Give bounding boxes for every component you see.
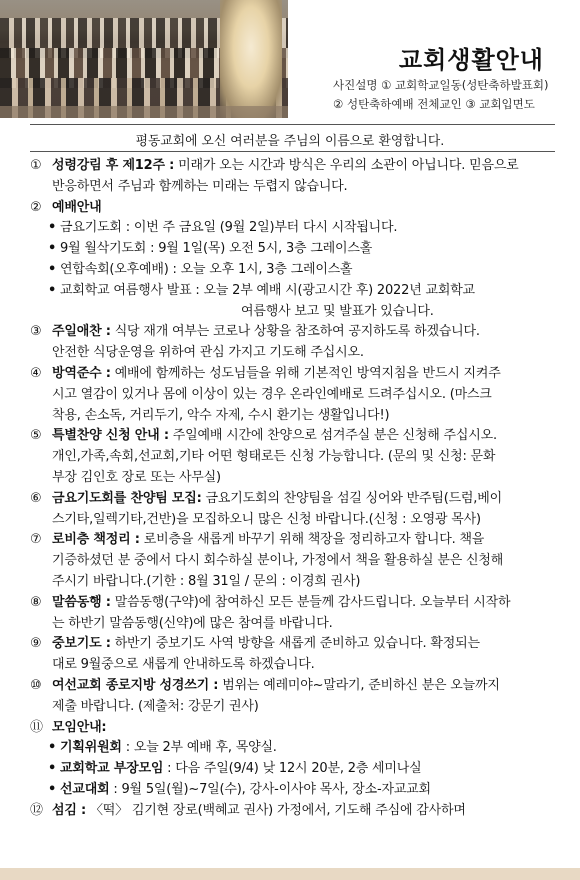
divider-top: [30, 124, 555, 125]
notice-text: 〈떡〉 김기현 장로(백혜교 권사) 가정에서, 기도해 주심에 감사하며: [86, 802, 466, 818]
bullet-icon: •: [48, 781, 57, 797]
notice-number: ⑤: [30, 428, 42, 444]
notice-item: [30, 364, 560, 426]
notice-text: 개인,가족,속회,선교회,기타 어떤 형태로든 신청 가능합니다. (문의 및 신청: 문화: [52, 449, 496, 465]
notice-subitem: [30, 759, 560, 780]
photo-floor: [0, 106, 288, 118]
notice-subitem-text: : 오늘 2부 예배 후, 목양실.: [121, 740, 277, 756]
notice-heading: 주일애찬 :: [52, 324, 111, 340]
notice-number: ⑧: [30, 594, 42, 610]
bullet-icon: •: [48, 740, 57, 756]
notice-subitem-text: : 다음 주일(9/4) 낮 12시 20분, 2층 세미나실: [163, 761, 422, 777]
notice-text: 식당 재개 여부는 코로나 상황을 참조하여 공지하도록 하겠습니다.: [110, 324, 480, 340]
notice-text: 안전한 식당운영을 위하여 관심 가지고 기도해 주십시오.: [52, 345, 364, 361]
notice-subitem-label: 기획위원회: [60, 740, 122, 756]
bottom-bar: [0, 868, 580, 880]
notice-number: ①: [30, 158, 42, 173]
divider-under-welcome: [30, 151, 555, 152]
bullet-icon: •: [48, 220, 57, 236]
notice-number: ②: [30, 199, 42, 215]
notice-text: 대로 9월중으로 새롭게 안내하도록 하겠습니다.: [52, 657, 315, 673]
church-photo: [0, 0, 288, 118]
notice-heading: 예배안내: [52, 199, 102, 215]
notice-heading: 특별찬양 신청 안내 :: [52, 428, 169, 444]
notice-text: 미래가 오는 시간과 방식은 우리의 소관이 아닙니다. 믿음으로: [174, 158, 519, 173]
notice-item: [30, 676, 560, 718]
notice-heading: 성령강림 후 제12주 :: [52, 158, 175, 173]
caption-line-1: 사진설명 ① 교회학교일동(성탄축하발표회): [333, 78, 549, 92]
bullet-icon: •: [48, 261, 57, 277]
notice-item: [30, 322, 560, 364]
notice-item: [30, 530, 560, 592]
notice-number: ⑪: [30, 719, 43, 735]
bullet-icon: •: [48, 241, 57, 257]
notice-text: 는 하반기 말씀동행(신약)에 많은 참여를 바랍니다.: [52, 615, 333, 631]
notice-subitem-text: 금요기도회 : 이번 주 금요일 (9월 2일)부터 다시 시작됩니다.: [60, 220, 398, 236]
notice-heading: 모임안내:: [52, 719, 107, 735]
notice-text: 범위는 예레미야~말라기, 준비하신 분은 오늘까지: [218, 677, 500, 693]
notice-item: [30, 426, 560, 488]
notice-subitem: [30, 780, 560, 801]
notice-text: 제출 바랍니다. (제출처: 강문기 권사): [52, 698, 259, 714]
notice-subitem: [30, 260, 560, 281]
notice-item: [30, 156, 560, 198]
notice-heading: 로비층 책정리 :: [52, 532, 140, 548]
notice-text: 로비층을 새롭게 바꾸기 위해 책장을 정리하고자 합니다. 책을: [139, 532, 485, 548]
notice-number: ⑫: [30, 802, 43, 818]
notice-number: ④: [30, 365, 42, 381]
notice-subitem: [30, 281, 560, 302]
notice-heading: 금요기도회를 찬양팀 모집:: [52, 490, 202, 506]
notice-item: [30, 593, 560, 635]
notice-item: [30, 634, 560, 676]
notice-subitem-continuation: 여름행사 보고 및 발표가 있습니다.: [241, 303, 434, 319]
welcome-message: 평동교회에 오신 여러분을 주님의 이름으로 환영합니다.: [135, 134, 445, 149]
notice-text: 말씀동행(구약)에 참여하신 모든 분들께 감사드립니다. 오늘부터 시작하: [110, 594, 511, 610]
bullet-icon: •: [48, 761, 57, 777]
notice-text: 주시기 바랍니다.(기한 : 8월 31일 / 문의 : 이경희 권사): [52, 573, 361, 589]
notice-heading: 섬김 :: [52, 802, 87, 818]
notice-subitem-label: 교회학교 부장모임: [60, 761, 164, 777]
notice-number: ⑩: [30, 677, 42, 693]
photo-caption: [333, 76, 573, 114]
notice-text: 금요기도회의 찬양팀을 섬길 싱어와 반주팀(드럼,베이: [201, 490, 502, 506]
bullet-icon: •: [48, 282, 57, 298]
notice-subitem: [30, 239, 560, 260]
notice-item: [30, 801, 560, 822]
notice-subitem-label: 선교대회: [60, 781, 110, 797]
notice-number: ⑨: [30, 636, 42, 652]
notice-subitem-text: 연합속회(오후예배) : 오늘 오후 1시, 3층 그레이스홀: [60, 261, 353, 277]
notice-number: ⑦: [30, 532, 42, 548]
notice-text: 기증하셨던 분 중에서 다시 회수하실 분이나, 가정에서 책을 활용하실 분은 신청해: [52, 553, 504, 569]
notice-text: 반응하면서 주님과 함께하는 미래는 두렵지 않습니다.: [52, 178, 348, 194]
page-title: 교회생활안내: [398, 46, 544, 74]
notice-item: [30, 198, 560, 219]
notice-text: 부장 김인호 장로 또는 사무실): [52, 469, 221, 485]
notice-text: 착용, 손소독, 거리두기, 악수 자제, 수시 환기는 생활입니다!): [52, 407, 390, 423]
notice-number: ③: [30, 324, 42, 340]
notice-text: 스기타,일렉기타,건반)을 모집하오니 많은 신청 바랍니다.(신청 : 오영광 목사): [52, 511, 481, 527]
notice-number: ⑥: [30, 490, 42, 506]
notice-subitem-text: 교회학교 여름행사 발표 : 오늘 2부 예배 시(광고시간 후) 2022년 교회학교: [60, 282, 475, 298]
notice-text: 하반기 중보기도 사역 방향을 새롭게 준비하고 있습니다. 확정되는: [110, 636, 480, 652]
notice-item: [30, 489, 560, 531]
notice-text: 시고 열감이 있거나 몸에 이상이 있는 경우 온라인예배로 드려주십시오. (마스크: [52, 386, 492, 402]
photo-christmas-tree: [220, 0, 282, 118]
notice-heading: 방역준수 :: [52, 365, 111, 381]
notice-subitem: [30, 738, 560, 759]
notice-heading: 말씀동행 :: [52, 594, 111, 610]
notice-subitem-text: : 9월 5일(월)~7일(수), 강사-이사야 목사, 장소-자교교회: [109, 781, 431, 797]
notice-item: [30, 718, 560, 739]
notice-heading: 여선교회 종로지방 성경쓰기 :: [52, 677, 219, 693]
notice-text: 주일예배 시간에 찬양으로 섬겨주실 분은 신청해 주십시오.: [168, 428, 497, 444]
notice-list: [30, 156, 560, 822]
notice-text: 예배에 함께하는 성도님들을 위해 기본적인 방역지침을 반드시 지켜주: [110, 365, 501, 381]
notice-subitem: [30, 218, 560, 239]
notice-subitem-text: 9월 월삭기도회 : 9월 1일(목) 오전 5시, 3층 그레이스홀: [60, 241, 373, 257]
caption-line-2: ② 성탄축하예배 전체교인 ③ 교회입면도: [333, 97, 535, 111]
notice-heading: 중보기도 :: [52, 636, 111, 652]
